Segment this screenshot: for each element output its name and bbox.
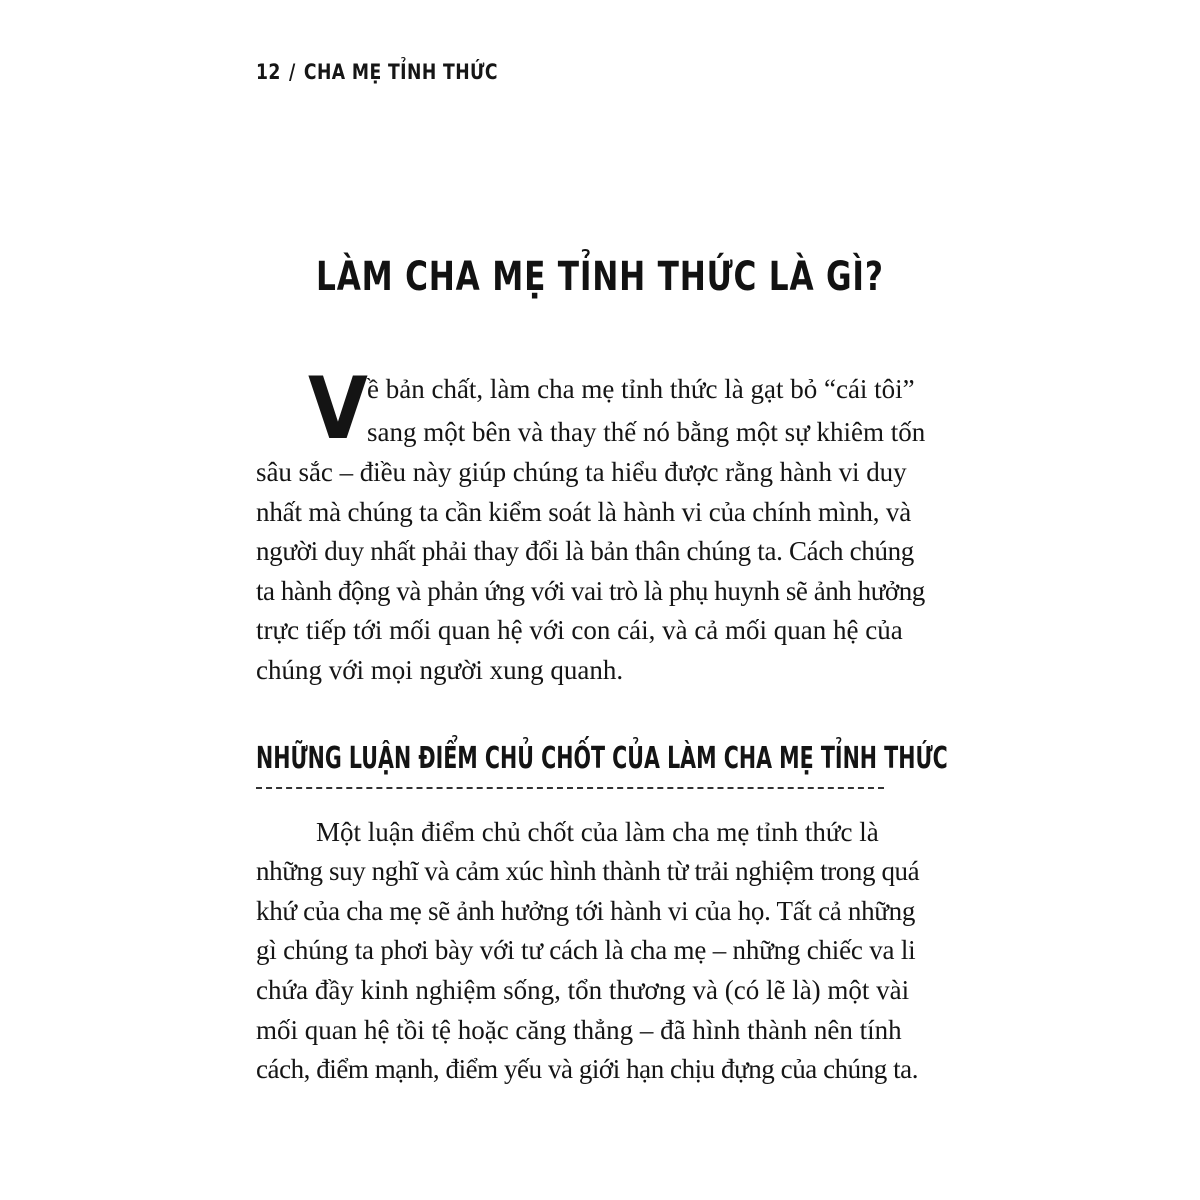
paragraph-line: cách, điểm mạnh, điểm yếu và giới hạn chịu đựng của chúng ta.	[256, 1054, 918, 1084]
paragraph-line: chúng với mọi người xung quanh.	[256, 655, 624, 685]
running-head-separator: /	[288, 60, 296, 84]
paragraph-line: trực tiếp tới mối quan hệ với con cái, và cả mối quan hệ của	[256, 615, 903, 645]
paragraph-line: nhất mà chúng ta cần kiểm soát là hành vi của chính mình, và	[256, 497, 911, 527]
paragraph-line: người duy nhất phải thay đổi là bản thân chúng ta. Cách chúng	[256, 536, 914, 566]
section-heading-underline	[256, 787, 884, 789]
paragraph-line: gì chúng ta phơi bày với tư cách là cha mẹ – những chiếc va li	[256, 935, 916, 965]
paragraph-line: mối quan hệ tồi tệ hoặc căng thẳng – đã hình thành nên tính	[256, 1015, 902, 1045]
paragraph-line: ta hành động và phản ứng với vai trò là phụ huynh sẽ ảnh hưởng	[256, 576, 925, 606]
paragraph-line: Một luận điểm chủ chốt của làm cha mẹ tỉnh thức là	[316, 817, 879, 847]
page-number: 12	[256, 60, 281, 84]
chapter-title	[0, 254, 1200, 300]
section-heading: NHỮNG LUẬN ĐIỂM CHỦ CHỐT CỦA LÀM CHA MẸ TỈNH THỨC	[256, 741, 948, 776]
paragraph-line: sâu sắc – điều này giúp chúng ta hiểu được rằng hành vi duy	[256, 457, 907, 487]
paragraph-line: sang một bên và thay thế nó bằng một sự khiêm tốn	[367, 417, 926, 447]
chapter-title-text: LÀM CHA MẸ TỈNH THỨC LÀ GÌ?	[316, 254, 884, 300]
paragraph-line: khứ của cha mẹ sẽ ảnh hưởng tới hành vi của họ. Tất cả những	[256, 896, 916, 926]
paragraph-line: chứa đầy kinh nghiệm sống, tổn thương và (có lẽ là) một vài	[256, 975, 910, 1005]
running-head	[256, 60, 498, 84]
paragraph-line: ề bản chất, làm cha mẹ tỉnh thức là gạt bỏ “cái tôi”	[367, 374, 915, 404]
running-head-book-title: CHA MẸ TỈNH THỨC	[303, 60, 498, 84]
paragraph-line: những suy nghĩ và cảm xúc hình thành từ trải nghiệm trong quá	[256, 856, 920, 886]
drop-cap: V	[308, 359, 368, 459]
